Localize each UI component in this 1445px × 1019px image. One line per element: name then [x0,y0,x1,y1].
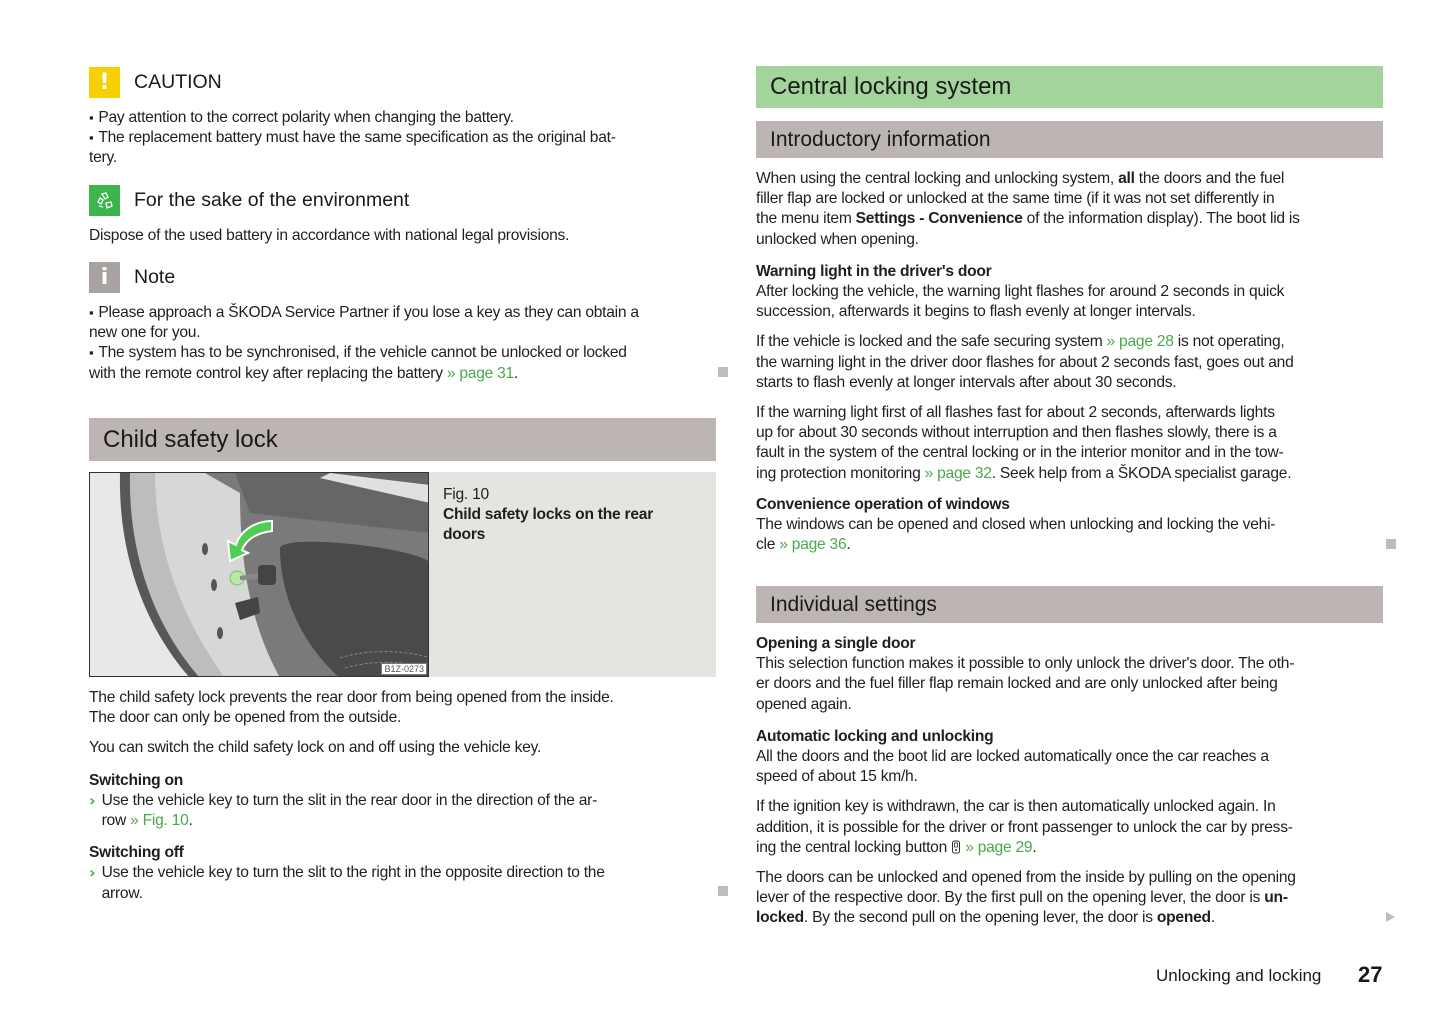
text: of the information display). The boot lid is [1022,210,1300,228]
switching-on-heading: Switching on [89,771,184,789]
environment-title: For the sake of the environment [134,189,410,211]
auto-lock-line: If the ignition key is withdrawn, the car is then automatically unlocked again. In [756,798,1276,816]
step-chevron-icon: › [89,790,96,810]
page-29-link[interactable]: » page 29 [961,838,1033,856]
continued-arrow-icon [1386,912,1395,922]
warning-line: the warning light in the driver door flashes for about 2 seconds fast, goes out and [756,353,1294,371]
text: . Seek help from a ŠKODA specialist garage. [991,464,1292,482]
warning-line: up for about 30 seconds without interruption and then flashes slowly, there is a [756,424,1277,442]
step-text-part: row [101,812,126,830]
text: lever of the respective door. By the first pull on the opening lever, the door is [756,889,1265,907]
text: the doors and the fuel [1134,170,1285,187]
recycle-icon [89,185,120,216]
section-title-introductory-information: Introductory information [756,121,1383,158]
single-door-line: This selection function makes it possible to only unlock the driver's door. The oth- [756,655,1295,673]
child-lock-para: The child safety lock prevents the rear door from being opened from the inside. [89,689,614,706]
step-chevron-icon: › [89,863,96,883]
figure-caption [443,485,703,546]
caution-bullet: ▪ The replacement battery must have the same specification as the original bat- [89,128,716,148]
door-illustration [90,473,429,677]
bold-text: un- [1264,889,1288,907]
child-lock-para: You can switch the child safety lock on and off using the vehicle key. [89,739,542,757]
auto-lock-line: The doors can be unlocked and opened from the inside by pulling on the opening [756,869,1296,887]
warning-exclamation-icon: ! [89,67,120,98]
warning-line: If the warning light first of all flashes fast for about 2 seconds, afterwards lights [756,404,1275,422]
warning-line: After locking the vehicle, the warning light flashes for around 2 seconds in quick [756,283,1285,301]
intro-line: filler flap are locked or unlocked at the same time (if it was not set differently in [756,190,1275,208]
child-lock-illustration [89,472,429,677]
auto-lock-heading: Automatic locking and unlocking [756,727,994,745]
figure-image-code: B1Z-0273 [381,663,427,675]
figure-caption-line: doors [443,526,486,544]
step-text [102,811,597,831]
windows-line [756,535,1383,555]
section-end-marker [718,367,728,377]
step-text: arrow. [101,884,143,902]
caution-body [89,108,716,169]
child-lock-body [89,688,716,904]
step-text: Use the vehicle key to turn the slit in the rear door in the direction of the ar- [101,791,598,809]
text: When using the central locking and unlocking system, [756,170,1119,187]
page-number: 27 [1358,962,1383,987]
text: ing protection monitoring [756,464,925,482]
bold-text: Convenience [928,210,1023,228]
page-31-link[interactable]: » page 31 [446,364,514,382]
section-end-marker [1386,539,1396,549]
child-lock-para: The door can only be opened from the outside. [89,709,402,727]
auto-lock-line [756,908,1383,928]
note-text: with the remote control key after replacing the battery [89,364,443,382]
intro-line [756,169,1383,189]
page-32-link[interactable]: » page 32 [924,464,992,482]
note-body [89,303,716,384]
chapter-title-central-locking: Central locking system [756,66,1383,108]
environment-header [89,185,409,216]
windows-line: The windows can be opened and closed when unlocking and locking the vehi- [756,516,1276,534]
single-door-heading: Opening a single door [756,635,916,652]
text: . [1210,909,1215,927]
auto-lock-line [756,888,1383,908]
central-lock-button-icon [951,839,961,856]
text: cle [756,536,780,554]
section-title-individual-settings: Individual settings [756,586,1383,623]
note-title: Note [134,266,176,288]
text: is not operating, [1173,333,1285,351]
individual-body [756,634,1383,929]
page-28-link[interactable]: » page 28 [1106,333,1174,351]
caution-header [89,67,222,98]
note-bullet-continuation [89,364,716,384]
single-door-line: opened again. [756,695,852,713]
step-text: Use the vehicle key to turn the slit to the right in the opposite direction to the [101,864,605,882]
intro-line: unlocked when opening. [756,230,919,248]
warning-line: starts to flash evenly at longer intervals after about 30 seconds. [756,373,1177,391]
bold-text: locked [756,909,804,927]
bold-text: all [1118,170,1135,187]
environment-text: Dispose of the used battery in accordance with national legal provisions. [89,227,570,244]
warning-line [756,332,1383,352]
switching-off-heading: Switching off [89,844,184,862]
note-header [89,262,175,293]
note-bullet: ▪ The system has to be synchronised, if the vehicle cannot be unlocked or locked [89,343,716,363]
text: . By the second pull on the opening lever, the door is [803,909,1157,927]
note-bullet-continuation: new one for you. [89,324,201,342]
switching-off-step [89,863,716,903]
warning-line: succession, afterwards it begins to flash evenly at longer intervals. [756,303,1196,321]
info-icon: i [89,262,120,293]
section-title-child-safety-lock: Child safety lock [89,418,716,461]
step-punct: . [188,812,193,830]
note-punct: . [513,364,519,382]
bold-text: Settings [855,210,916,228]
intro-body [756,169,1383,555]
fig-10-link[interactable]: » Fig. 10 [130,812,189,830]
text: If the vehicle is locked and the safe securing system [756,333,1107,351]
footer-chapter-title: Unlocking and locking [1156,966,1322,985]
windows-heading: Convenience operation of windows [756,495,1010,513]
warning-line: fault in the system of the central locking or in the interior monitor and in the tow- [756,444,1284,462]
text: . [1032,838,1037,856]
warning-light-heading: Warning light in the driver's door [756,262,992,280]
caution-title: CAUTION [134,71,222,93]
figure-10 [89,472,716,677]
bold-text: - [915,210,929,228]
caution-bullet: ▪ Pay attention to the correct polarity when changing the battery. [89,108,716,128]
warning-line [756,464,1383,484]
auto-lock-line [756,838,1383,858]
auto-lock-line: speed of about 15 km/h. [756,768,918,786]
text: the menu item [756,210,856,228]
auto-lock-line: All the doors and the boot lid are locked automatically once the car reaches a [756,748,1269,766]
caution-bullet-continuation: tery. [89,149,117,167]
section-end-marker [718,886,728,896]
switching-on-step [89,791,716,831]
note-bullet: ▪ Please approach a ŠKODA Service Partner if you lose a key as they can obtain a [89,303,716,323]
text: . [846,536,851,554]
figure-number: Fig. 10 [443,486,489,503]
bold-text: opened [1156,909,1211,927]
auto-lock-line: addition, it is possible for the driver or front passenger to unlock the car by press- [756,818,1293,836]
intro-line [756,209,1383,229]
figure-caption-line: Child safety locks on the rear [443,506,654,524]
text: ing the central locking button [756,838,952,856]
page-36-link[interactable]: » page 36 [779,536,847,554]
single-door-line: er doors and the fuel filler flap remain locked and are only unlocked after being [756,675,1278,693]
